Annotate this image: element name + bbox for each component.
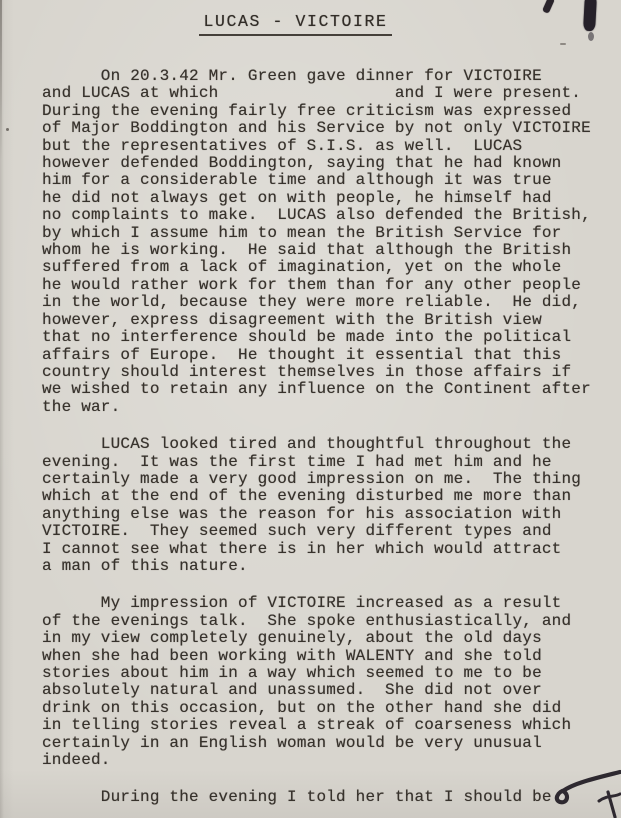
text-line: I cannot see what there is in her which would attract (42, 539, 562, 558)
text-line: During the evening fairly free criticism was expressed (42, 101, 572, 120)
handwritten-scribble-icon (552, 762, 621, 818)
text-line: the war. (42, 397, 121, 416)
text-line: he did not always get on with people, he himself had (42, 188, 552, 207)
text-line: however defended Boddington, saying that he had known (42, 154, 562, 173)
text-line: when she had been working with WALENTY and she told (42, 646, 542, 665)
text-line: and LUCAS at which and I were present. (42, 84, 582, 103)
text-line: whom he is working. He said that although the British (42, 241, 572, 260)
ink-smudge-icon (583, 0, 597, 31)
text-line: that no interference should be made into the political (42, 328, 572, 347)
text-line: LUCAS looked tired and thoughtful throughout the (42, 435, 572, 454)
text-line: My impression of VICTOIRE increased as a result (42, 594, 562, 613)
text-line: VICTOIRE. They seemed such very different types and (42, 522, 552, 541)
text-line: which at the end of the evening disturbed me more than (42, 487, 572, 506)
document-title: LUCAS - VICTOIRE (199, 12, 391, 36)
text-line: indeed. (42, 751, 111, 770)
text-line: in my view completely genuinely, about the old days (42, 629, 542, 648)
text-line: in the world, because they were more reliable. He did, (42, 293, 582, 312)
ink-smudge-icon (588, 32, 594, 41)
paragraph-1 (42, 68, 608, 416)
text-line: evening. It was the first time I had met him and he (42, 452, 552, 471)
text-line: anything else was the reason for his association with (42, 504, 562, 523)
title-row (0, 12, 591, 36)
text-line: affairs of Europe. He thought it essential that this (42, 345, 562, 364)
text-line: he would rather work for them than for any other people (42, 275, 582, 294)
text-line: During the evening I told her that I should be (42, 788, 552, 807)
paragraph-4 (42, 789, 608, 806)
text-line: however, express disagreement with the British view (42, 310, 542, 329)
text-line: by which I assume him to mean the British Service for (42, 223, 562, 242)
text-line: certainly in an English woman would be very unusual (42, 733, 542, 752)
text-line: suffered from a lack of imagination, yet on the whole (42, 258, 562, 277)
text-line: On 20.3.42 Mr. Green gave dinner for VICTOIRE (42, 67, 542, 85)
paragraph-2 (42, 436, 608, 575)
text-line: we wished to retain any influence on the Continent after (42, 380, 591, 399)
ink-speck-icon (560, 43, 566, 45)
paragraph-3 (42, 595, 608, 769)
text-line: stories about him in a way which seemed to me to be (42, 664, 542, 682)
text-line: drink on this occasion, but on the other hand she did (42, 698, 562, 717)
text-line: of the evenings talk. She spoke enthusiastically, and (42, 611, 572, 630)
text-line: of Major Boddington and his Service by not only VICTOIRE (42, 119, 591, 138)
text-line: but the representatives of S.I.S. as well. LUCAS (42, 136, 523, 155)
text-line: certainly made a very good impression on me. The thing (42, 469, 582, 488)
text-line: country should interest themselves in those affairs if (42, 362, 572, 381)
text-line: absolutely natural and unassumed. She did not over (42, 681, 542, 700)
text-line: in telling stories reveal a streak of coarseness which (42, 716, 572, 735)
text-line: a man of this nature. (42, 556, 248, 575)
text-line: him for a considerable time and although it was true (42, 171, 552, 190)
document-body (42, 68, 608, 818)
text-line: no complaints to make. LUCAS also defended the British, (42, 206, 591, 225)
paper-speck-icon (6, 128, 9, 131)
